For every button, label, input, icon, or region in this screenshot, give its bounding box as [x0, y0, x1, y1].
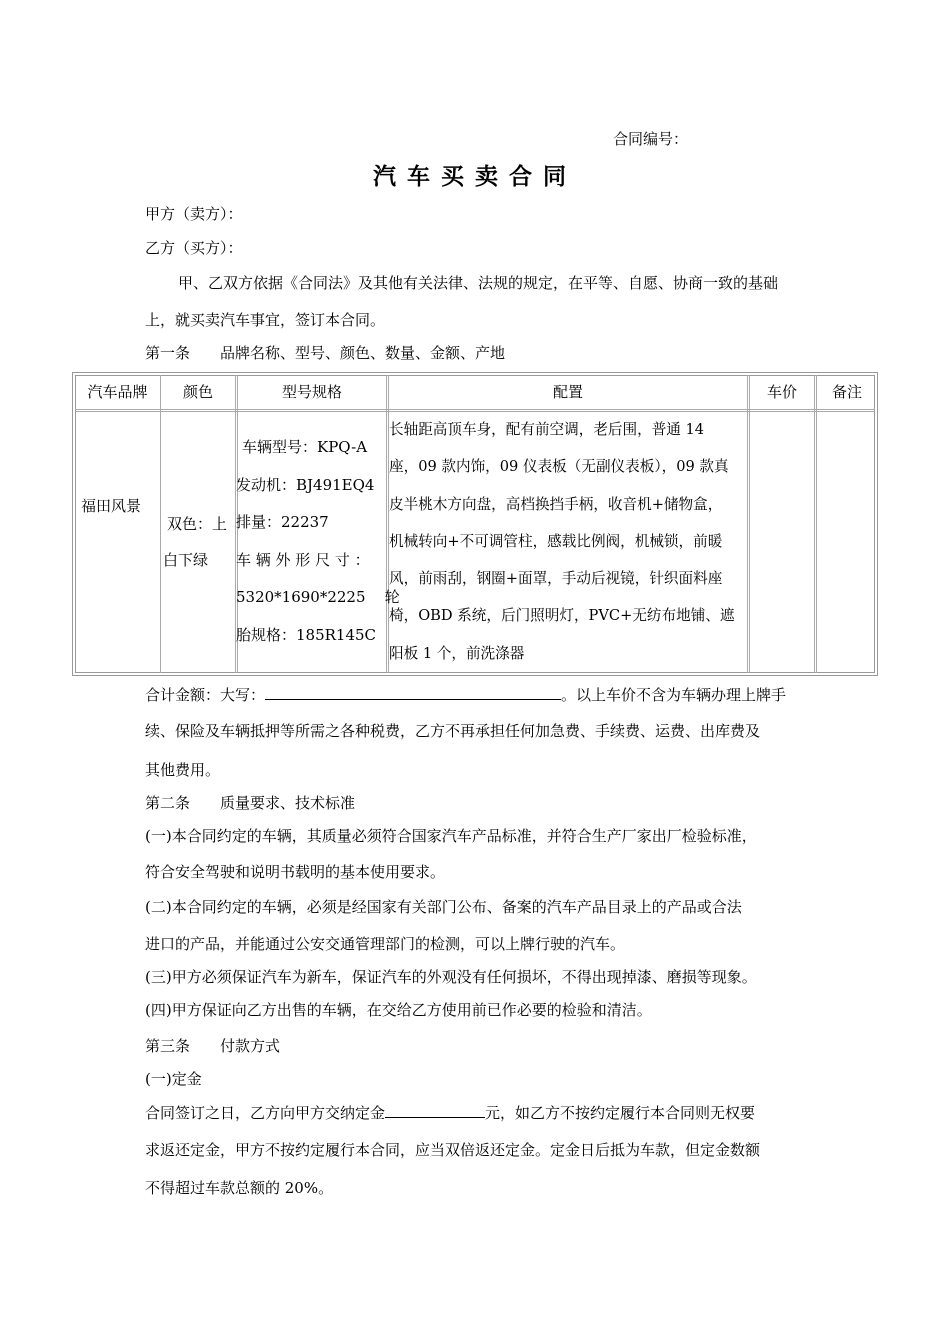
- contract-number-label: 合同编号：: [613, 130, 689, 148]
- article-2-number: 第二条: [145, 794, 191, 812]
- article-2-line: 进口的产品，并能通过公安交通管理部门的检测，可以上牌行驶的汽车。: [145, 935, 626, 953]
- cell-config: [389, 411, 749, 672]
- cell-color: [163, 506, 228, 578]
- article-3-heading: [145, 1035, 280, 1056]
- article-1-number: 第一条: [145, 344, 191, 362]
- buyer-line: 乙方（买方）：: [145, 239, 243, 257]
- cell-brand: 福田风景: [81, 497, 142, 515]
- total-label: 合计金额：大写：: [145, 686, 266, 704]
- spec-line: 胎规格：185R145C: [236, 625, 377, 644]
- header-spec: 型号规格: [281, 383, 342, 401]
- config-line: 椅，OBD 系统，后门照明灯，PVC+无纺布地铺、遮: [389, 607, 735, 625]
- deposit-line-3: 不得超过车款总额的 20%。: [145, 1179, 334, 1197]
- config-line: 皮半桃木方向盘，高档换挡手柄，收音机+储物盒，: [389, 495, 723, 513]
- article-2-line: (一)本合同约定的车辆，其质量必须符合国家汽车产品标准，并符合生产厂家出厂检验标准，: [145, 827, 757, 845]
- config-line: 阳板 1 个，前洗涤器: [389, 644, 525, 662]
- article-1-title: 品牌名称、型号、颜色、数量、金额、产地: [220, 344, 506, 362]
- spec-line: 5320*1690*2225 轮: [236, 588, 400, 606]
- total-line-1: [145, 684, 786, 705]
- spec-line: 排量：22237: [236, 513, 329, 531]
- intro-line-1: 甲、乙双方依据《合同法》及其他有关法律、法规的规定，在平等、自愿、协商一致的基础: [178, 274, 779, 292]
- spec-line: 车辆型号：KPQ-A: [242, 438, 368, 456]
- cell-spec: [236, 429, 400, 654]
- article-1-heading: [145, 342, 505, 363]
- header-config: 配置: [552, 383, 583, 401]
- deposit-after: 元，如乙方不按约定履行本合同则无权要: [485, 1104, 756, 1122]
- config-line: 风，前雨刮，钢圈+面罩，手动后视镜，针织面料座: [389, 570, 723, 588]
- article-2-line: 符合安全驾驶和说明书载明的基本使用要求。: [145, 863, 446, 881]
- header-remark: 备注: [831, 383, 862, 401]
- article-3-sub-1: (一)定金: [145, 1070, 202, 1088]
- article-2-heading: [145, 792, 355, 813]
- deposit-line-1: [145, 1102, 755, 1123]
- header-price: 车价: [766, 383, 797, 401]
- config-line: 座，09 款内饰，09 仪表板（无副仪表板），09 款真: [389, 458, 729, 476]
- intro-line-2: 上，就买卖汽车事宜，签订本合同。: [145, 311, 386, 329]
- article-2-line: (二)本合同约定的车辆，必须是经国家有关部门公布、备案的汽车产品目录上的产品或合法: [145, 898, 742, 916]
- config-line: 机械转向+不可调管柱，感载比例阀，机械锁，前暖: [389, 532, 723, 550]
- total-amount-blank[interactable]: [265, 685, 561, 700]
- article-3-title: 付款方式: [220, 1037, 281, 1055]
- header-brand: 汽车品牌: [87, 383, 148, 401]
- document-title: 汽车买卖合同: [373, 164, 577, 190]
- cell-color-line-1: 双色：上: [167, 515, 228, 533]
- cell-color-line-2: 白下绿: [163, 551, 209, 569]
- seller-line: 甲方（卖方）：: [145, 205, 243, 223]
- article-2-line: (三)甲方必须保证汽车为新车，保证汽车的外观没有任何损坏，不得出现掉漆、磨损等现象。: [145, 968, 757, 986]
- deposit-before: 合同签订之日，乙方向甲方交纳定金: [145, 1104, 386, 1122]
- header-color: 颜色: [182, 383, 213, 401]
- deposit-amount-blank[interactable]: [385, 1103, 485, 1118]
- total-line-2: 续、保险及车辆抵押等所需之各种税费，乙方不再承担任何加急费、手续费、运费、出库费及: [145, 722, 761, 740]
- total-line-3: 其他费用。: [145, 761, 221, 779]
- config-line: 长轴距高顶车身，配有前空调，老后围，普通 14: [389, 421, 705, 438]
- article-3-number: 第三条: [145, 1037, 191, 1055]
- deposit-line-2: 求返还定金，甲方不按约定履行本合同，应当双倍返还定金。定金日后抵为车款，但定金数额: [145, 1141, 761, 1159]
- article-2-title: 质量要求、技术标准: [220, 794, 356, 812]
- total-after: 。以上车价不含为车辆办理上牌手: [561, 686, 787, 704]
- spec-line: 车 辆 外 形 尺 寸 ：: [236, 550, 370, 569]
- vehicle-table: [72, 372, 878, 676]
- spec-line: 发动机：BJ491EQ4: [236, 475, 375, 494]
- article-2-line: (四)甲方保证向乙方出售的车辆，在交给乙方使用前已作必要的检验和清洁。: [145, 1001, 652, 1019]
